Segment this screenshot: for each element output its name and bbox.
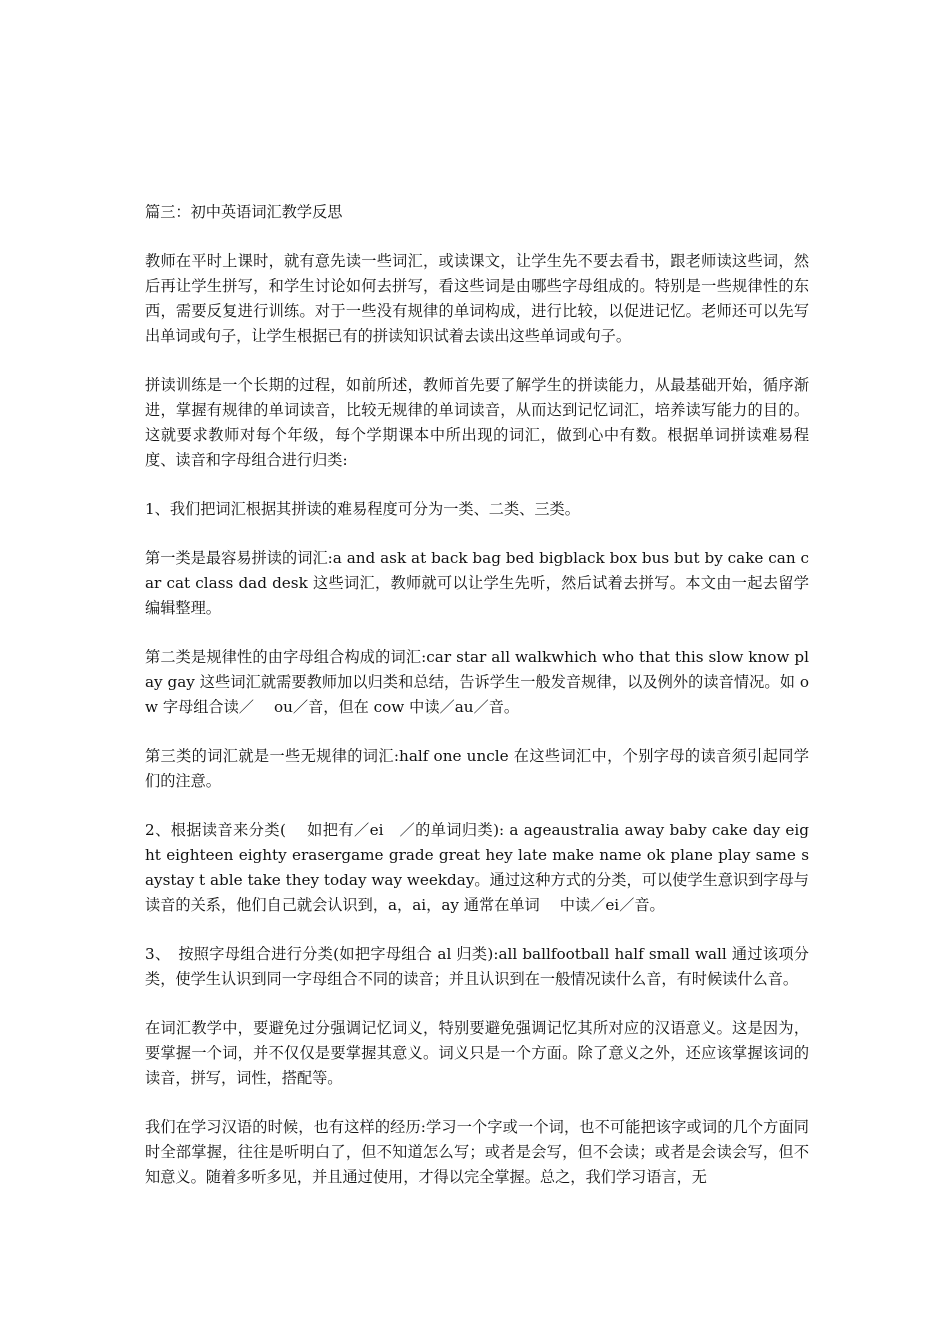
paragraph-10: 我们在学习汉语的时候，也有这样的经历:学习一个字或一个词，也不可能把该字或词的几个方面同时全部掌握，往往是听明白了，但不知道怎么写；或者是会写，但不会读；或者是会读会写，但不知意义。随着多听多见，并且通过使用，才得以完全掌握。总之，我们学习语言，无 <box>145 1118 809 1186</box>
paragraph-3: 1、我们把词汇根据其拼读的难易程度可分为一类、二类、三类。 <box>145 500 580 518</box>
paragraph-6: 第三类的词汇就是一些无规律的词汇:half one uncle 在这些词汇中，个别字母的读音须引起同学们的注意。 <box>145 747 809 790</box>
paragraph-8: 3、 按照字母组合进行分类(如把字母组合 al 归类):all ballfootball half small wall 通过该项分类，使学生认识到同一字母组合不同的读音；并且认识到在一般情况读什么音，有时候读什么音。 <box>145 945 809 988</box>
document-title: 篇三：初中英语词汇教学反思 <box>145 203 343 221</box>
paragraph-2: 拼读训练是一个长期的过程，如前所述，教师首先要了解学生的拼读能力，从最基础开始，循序渐进，掌握有规律的单词读音，比较无规律的单词读音，从而达到记忆词汇，培养读写能力的目的。这就要求教师对每个年级，每个学期课本中所出现的词汇，做到心中有数。根据单词拼读难易程度、读音和字母组合进行归类: <box>145 376 809 469</box>
document-body <box>145 200 814 1214</box>
paragraph-9: 在词汇教学中，要避免过分强调记忆词义，特别要避免强调记忆其所对应的汉语意义。这是因为，要掌握一个词，并不仅仅是要掌握其意义。词义只是一个方面。除了意义之外，还应该掌握该词的读音，拼写，词性，搭配等。 <box>145 1019 809 1087</box>
paragraph-1: 教师在平时上课时，就有意先读一些词汇，或读课文，让学生先不要去看书，跟老师读这些词，然后再让学生拼写，和学生讨论如何去拼写，看这些词是由哪些字母组成的。特别是一些规律性的东西，需要反复进行训练。对于一些没有规律的单词构成，进行比较，以促进记忆。老师还可以先写出单词或句子，让学生根据已有的拼读知识试着去读出这些单词或句子。 <box>145 252 809 345</box>
paragraph-7: 2、根据读音来分类( 如把有／ei ／的单词归类): a ageaustralia away baby cake day eig ht eighteen eighty erasergame grade great hey late make name ok plane play same saystay t able take they today way weekday。通过这种方式的分类，可以使学生意识到字母与读音的关系，他们自己就会认识到，a，ai，ay 通常在单词 中读／ei／音。 <box>145 821 814 914</box>
paragraph-5: 第二类是规律性的由字母组合构成的词汇:car star all walkwhich who that this slow know play gay 这些词汇就需要教师加以归类和总结，告诉学生一般发音规律，以及例外的读音情况。如 ow 字母组合读／ ou／音，但在 cow 中读／au／音。 <box>145 648 809 716</box>
paragraph-4: 第一类是最容易拼读的词汇:a and ask at back bag bed bigblack box bus but by cake can car cat class dad desk 这些词汇，教师就可以让学生先听，然后试着去拼写。本文由一起去留学编辑整理。 <box>145 549 809 617</box>
